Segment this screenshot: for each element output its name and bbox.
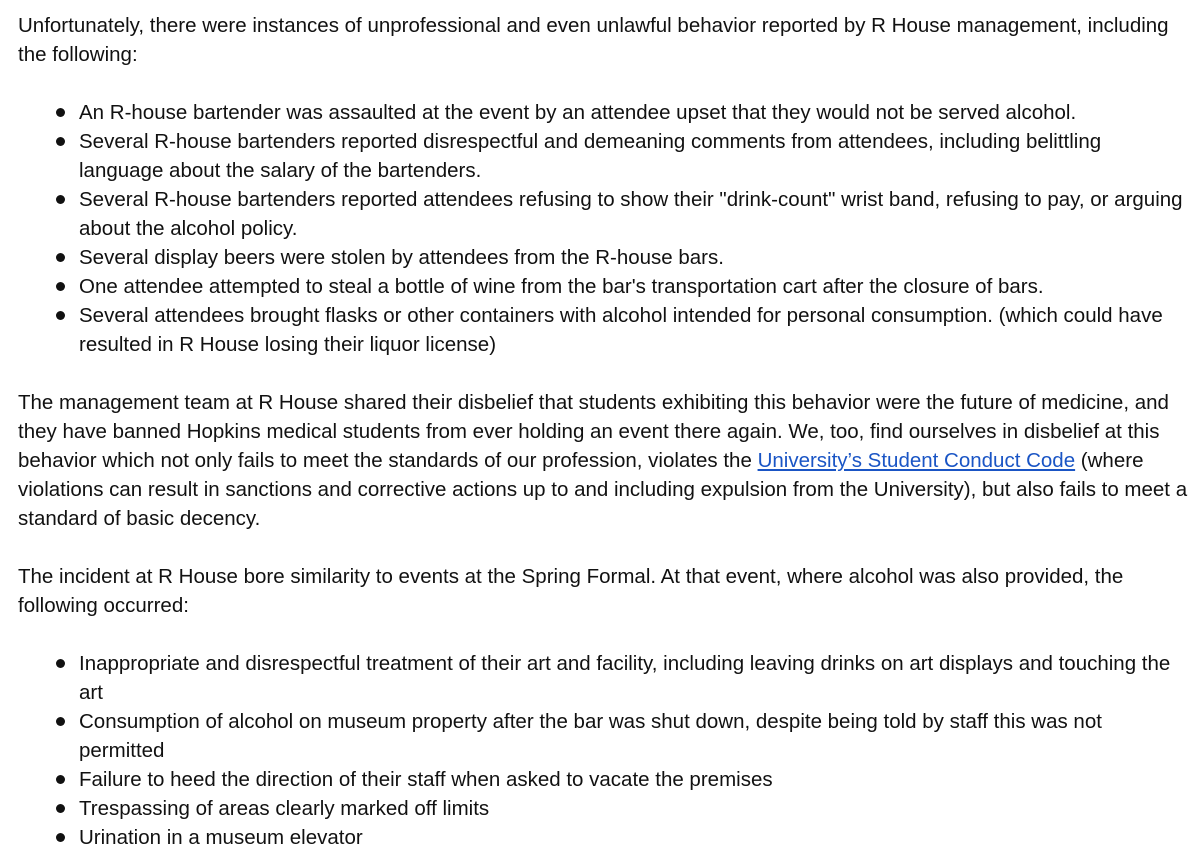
list-item: Trespassing of areas clearly marked off limits (79, 794, 1188, 823)
spring-formal-incidents-list (18, 649, 1188, 852)
paragraph-text: (where violations can result in sanctions and corrective actions up to and including expulsion from the University), but also fails to meet a standard of basic decency. (18, 449, 1188, 530)
spacer (18, 620, 1188, 649)
list-item: One attendee attempted to steal a bottle of wine from the bar's transportation cart after the closure of bars. (79, 272, 1188, 301)
spacer (18, 69, 1188, 98)
list-item: Several attendees brought flasks or other containers with alcohol intended for personal consumption. (which could have resulted in R House losing their liquor license) (79, 301, 1188, 359)
spacer (18, 359, 1188, 388)
paragraph-text: The management team at R House shared their disbelief that students exhibiting this behavior were the future of medicine, and they have banned Hopkins medical students from ever holding an event there again. We, too, find ourselves in disbelief at this behavior which not only fails to meet the standards of our profession, violates the (18, 391, 1169, 472)
list-item: Several display beers were stolen by attendees from the R-house bars. (79, 243, 1188, 272)
intro-paragraph: Unfortunately, there were instances of unprofessional and even unlawful behavior reported by R House management, including the following: (18, 14, 1169, 66)
list-item: Failure to heed the direction of their staff when asked to vacate the premises (79, 765, 1188, 794)
r-house-incidents-list (18, 98, 1188, 359)
list-item: Consumption of alcohol on museum property after the bar was shut down, despite being told by staff this was not permitted (79, 707, 1188, 765)
list-item: Inappropriate and disrespectful treatment of their art and facility, including leaving drinks on art displays and touching the art (79, 649, 1188, 707)
list-item: Several R-house bartenders reported attendees refusing to show their "drink-count" wrist band, refusing to pay, or arguing about the alcohol policy. (79, 185, 1188, 243)
list-item: An R-house bartender was assaulted at the event by an attendee upset that they would not be served alcohol. (79, 98, 1188, 127)
spacer (18, 533, 1188, 562)
student-conduct-code-link[interactable]: University’s Student Conduct Code (757, 449, 1076, 472)
list-item: Urination in a museum elevator (79, 823, 1188, 852)
document-body (18, 11, 1188, 852)
list-item: Several R-house bartenders reported disrespectful and demeaning comments from attendees, including belittling language about the salary of the bartenders. (79, 127, 1188, 185)
management-paragraph (18, 388, 1188, 533)
spring-formal-paragraph: The incident at R House bore similarity to events at the Spring Formal. At that event, where alcohol was also provided, the following occurred: (18, 565, 1124, 617)
